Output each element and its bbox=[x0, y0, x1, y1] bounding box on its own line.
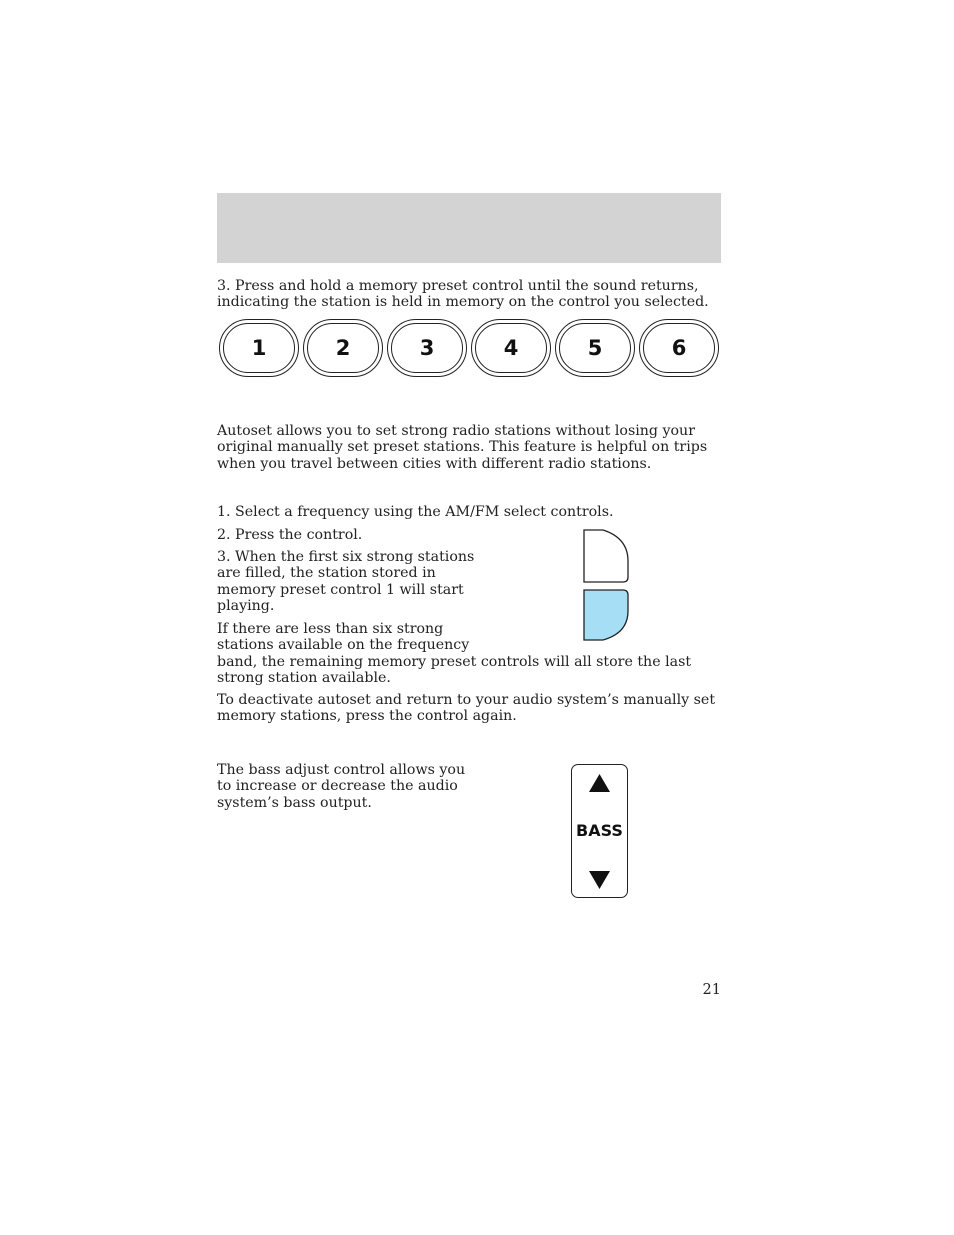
autoset-step-1: 1. Select a frequency using the AM/FM select controls. bbox=[217, 504, 614, 520]
section-header-bar bbox=[217, 193, 721, 263]
autoset-intro-text: Autoset allows you to set strong radio stations without losing your original manually set preset stations. This feature is helpful on trips when you travel between cities with different radio stations. bbox=[217, 423, 708, 472]
preset-label-4: 4 bbox=[503, 336, 519, 360]
preset-button-1[interactable] bbox=[219, 319, 299, 377]
preset-button-6[interactable] bbox=[639, 319, 719, 377]
preset-label-2: 2 bbox=[335, 336, 351, 360]
autoset-step-2: 2. Press the control. bbox=[217, 527, 363, 543]
autoset-control-button[interactable] bbox=[583, 529, 630, 642]
bass-down-arrow-icon[interactable] bbox=[589, 871, 610, 889]
page-number: 21 bbox=[702, 982, 721, 998]
autoset-step-3: 3. When the first six strong stations are filled, the station stored in memory preset control 1 will start playing. bbox=[217, 549, 475, 615]
bass-description: The bass adjust control allows you to increase or decrease the audio system’s bass output. bbox=[217, 762, 466, 811]
bass-label: BASS bbox=[576, 821, 623, 840]
bass-adjust-control[interactable] bbox=[571, 764, 628, 898]
preset-button-5[interactable] bbox=[555, 319, 635, 377]
preset-button-4[interactable] bbox=[471, 319, 551, 377]
step-hold-text: 3. Press and hold a memory preset control until the sound returns, indicating the station is held in memory on the control you selected. bbox=[217, 278, 709, 311]
bass-up-arrow-icon[interactable] bbox=[589, 774, 610, 792]
memory-preset-controls bbox=[219, 319, 719, 379]
autoset-note-part-2: band, the remaining memory preset controls will all store the last strong station available. bbox=[217, 654, 692, 687]
preset-label-1: 1 bbox=[251, 336, 267, 360]
preset-label-5: 5 bbox=[587, 336, 603, 360]
preset-button-2[interactable] bbox=[303, 319, 383, 377]
autoset-deactivate-text: To deactivate autoset and return to your audio system’s manually set memory stations, press the control again. bbox=[217, 692, 716, 725]
preset-button-3[interactable] bbox=[387, 319, 467, 377]
preset-label-3: 3 bbox=[419, 336, 435, 360]
autoset-note-part-1: If there are less than six strong stations available on the frequency bbox=[217, 621, 470, 654]
preset-label-6: 6 bbox=[671, 336, 687, 360]
